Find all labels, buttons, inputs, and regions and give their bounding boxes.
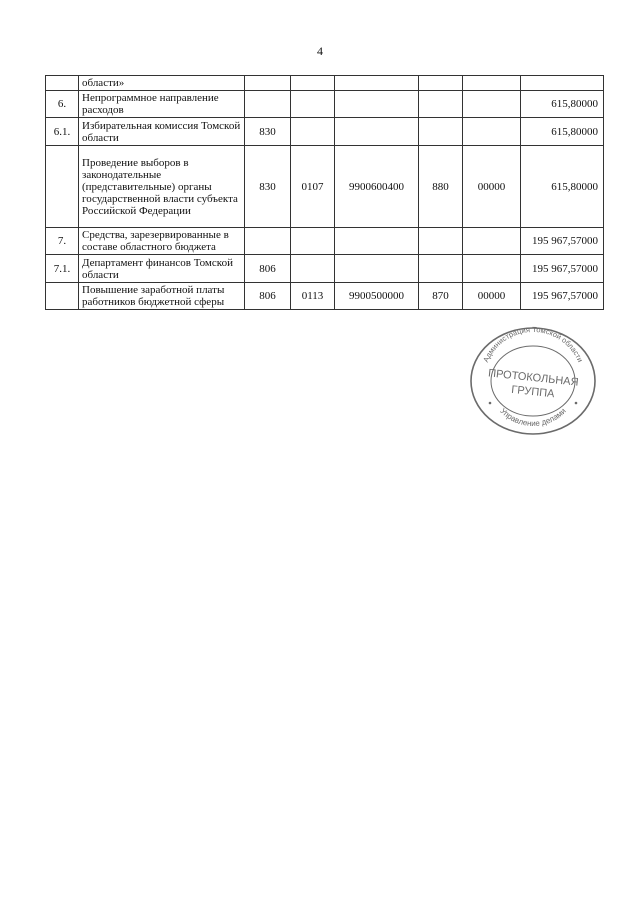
code-cell <box>335 76 419 91</box>
code-cell <box>463 91 521 118</box>
row-number-cell <box>46 283 79 310</box>
code-cell: 806 <box>245 283 291 310</box>
amount-cell: 195 967,57000 <box>521 255 604 283</box>
code-cell: 880 <box>419 146 463 228</box>
code-cell <box>245 228 291 255</box>
code-cell <box>419 118 463 146</box>
table-row <box>46 283 604 310</box>
stamp-seal <box>468 325 598 437</box>
code-cell: 9900600400 <box>335 146 419 228</box>
row-name-cell: Проведение выборов в законодательные (представительные) органы государственной власти субъекта Российской Федерации <box>79 146 245 228</box>
amount-cell: 195 967,57000 <box>521 228 604 255</box>
code-cell <box>419 91 463 118</box>
row-name-cell: Средства, зарезервированные в составе областного бюджета <box>79 228 245 255</box>
row-number-cell: 7. <box>46 228 79 255</box>
table-row <box>46 76 604 91</box>
code-cell: 00000 <box>463 283 521 310</box>
code-cell <box>335 118 419 146</box>
code-cell <box>335 255 419 283</box>
code-cell: 830 <box>245 146 291 228</box>
code-cell: 870 <box>419 283 463 310</box>
row-name-cell: Непрограммное направление расходов <box>79 91 245 118</box>
table-row <box>46 228 604 255</box>
table-row <box>46 146 604 228</box>
code-cell: 00000 <box>463 146 521 228</box>
amount-cell <box>521 76 604 91</box>
code-cell: 806 <box>245 255 291 283</box>
code-cell: 0113 <box>291 283 335 310</box>
code-cell <box>245 76 291 91</box>
stamp-center-line2: ГРУППА <box>510 383 555 401</box>
code-cell <box>245 91 291 118</box>
code-cell <box>463 228 521 255</box>
protocol-group-stamp <box>468 325 598 437</box>
code-cell <box>291 91 335 118</box>
budget-table <box>45 75 604 310</box>
table-row <box>46 91 604 118</box>
code-cell <box>291 118 335 146</box>
code-cell <box>291 228 335 255</box>
code-cell <box>419 255 463 283</box>
stamp-ring-top-text: Администрация Томской области <box>481 325 585 364</box>
table-row <box>46 118 604 146</box>
row-name-cell: Повышение заработной платы работников бюджетной сферы <box>79 283 245 310</box>
amount-cell: 615,80000 <box>521 118 604 146</box>
code-cell <box>463 76 521 91</box>
amount-cell: 615,80000 <box>521 146 604 228</box>
code-cell <box>419 228 463 255</box>
stamp-center-line1: ПРОТОКОЛЬНАЯ <box>487 367 580 389</box>
code-cell: 9900500000 <box>335 283 419 310</box>
row-number-cell: 6. <box>46 91 79 118</box>
row-number-cell: 6.1. <box>46 118 79 146</box>
row-name-cell: области» <box>79 76 245 91</box>
row-name-cell: Департамент финансов Томской области <box>79 255 245 283</box>
row-number-cell <box>46 146 79 228</box>
code-cell <box>335 91 419 118</box>
page-number: 4 <box>317 44 323 58</box>
amount-cell: 195 967,57000 <box>521 283 604 310</box>
code-cell <box>291 255 335 283</box>
code-cell: 0107 <box>291 146 335 228</box>
row-name-cell: Избирательная комиссия Томской области <box>79 118 245 146</box>
table-row <box>46 255 604 283</box>
code-cell <box>419 76 463 91</box>
code-cell <box>335 228 419 255</box>
row-number-cell <box>46 76 79 91</box>
code-cell <box>291 76 335 91</box>
stamp-ring-bottom-text: Управление делами <box>498 406 568 429</box>
row-number-cell: 7.1. <box>46 255 79 283</box>
amount-cell: 615,80000 <box>521 91 604 118</box>
code-cell <box>463 118 521 146</box>
code-cell: 830 <box>245 118 291 146</box>
code-cell <box>463 255 521 283</box>
